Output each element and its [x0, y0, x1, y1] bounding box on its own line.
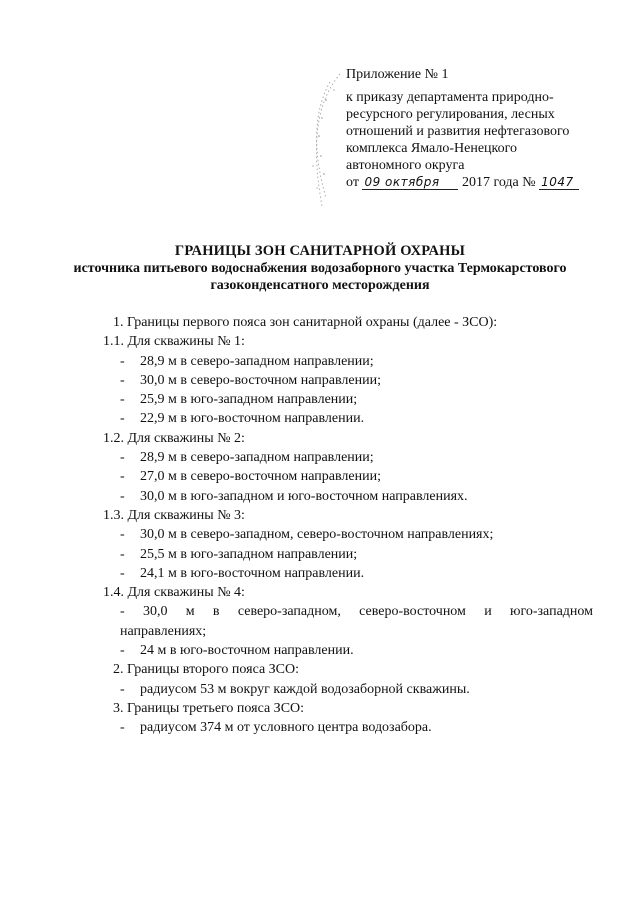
well-heading: 1.3. Для скважины № 3:	[103, 507, 245, 523]
handwritten-date: 09 октября	[362, 176, 458, 190]
stamp-impression	[300, 70, 346, 210]
list-item: - 28,9 м в северо-западном направлении;	[120, 450, 374, 466]
list-item: - 24 м в юго-восточном направлении.	[120, 643, 354, 659]
document-title	[40, 243, 600, 294]
appendix-line: автономного округа	[346, 158, 465, 173]
well-heading: 1.4. Для скважины № 4:	[103, 585, 245, 601]
number-sign: №	[522, 175, 536, 190]
appendix-line: комплекса Ямало-Ненецкого	[346, 141, 518, 156]
appendix-line: отношений и развития нефтегазового	[346, 124, 570, 139]
list-item: - 22,9 м в юго-восточном направлении.	[120, 411, 365, 427]
section-heading: 3. Границы третьего пояса ЗСО:	[113, 700, 305, 716]
list-item: - 25,9 м в юго-западном направлении;	[120, 392, 358, 408]
handwritten-order-number: 1047	[539, 176, 579, 190]
list-item: - 27,0 м в северо-восточном направлении;	[120, 469, 381, 485]
appendix-header	[346, 66, 606, 191]
well-heading: 1.1. Для скважины № 1:	[103, 334, 245, 350]
well-heading: 1.2. Для скважины № 2:	[103, 430, 245, 446]
order-date-line	[346, 174, 606, 191]
order-year: 2017 года	[461, 175, 519, 190]
list-item: - 30,0 м в северо-западном, северо-восточном направлениях;	[120, 527, 494, 543]
list-item: - 30,0 м в северо-восточном направлении;	[120, 372, 381, 388]
list-item: - радиусом 53 м вокруг каждой водозаборной скважины.	[120, 681, 470, 697]
list-item: - 24,1 м в юго-восточном направлении.	[120, 565, 365, 581]
list-item-continuation: направлениях;	[120, 623, 207, 639]
section-heading: 1. Границы первого пояса зон санитарной охраны (далее - ЗСО):	[113, 315, 498, 330]
appendix-line: к приказу департамента природно-	[346, 90, 554, 105]
appendix-line: ресурсного регулирования, лесных	[346, 107, 555, 122]
list-item-wrapped: - 30,0 м в северо-западном, северо-восточном и юго-западном	[120, 604, 593, 620]
title-line: источника питьевого водоснабжения водозаборного участка Термокарстового	[73, 261, 567, 276]
title-line: газоконденсатного месторождения	[210, 278, 430, 293]
date-prefix: от	[346, 175, 359, 190]
document-body	[103, 313, 593, 738]
list-item: - радиусом 374 м от условного центра водозабора.	[120, 720, 432, 736]
appendix-number: Приложение № 1	[346, 67, 449, 82]
section-heading: 2. Границы второго пояса ЗСО:	[113, 662, 300, 678]
list-item: - 25,5 м в юго-западном направлении;	[120, 546, 358, 562]
title-line: ГРАНИЦЫ ЗОН САНИТАРНОЙ ОХРАНЫ	[174, 243, 466, 259]
list-item: - 30,0 м в юго-западном и юго-восточном направлениях.	[120, 488, 468, 504]
list-item: - 28,9 м в северо-западном направлении;	[120, 353, 374, 369]
